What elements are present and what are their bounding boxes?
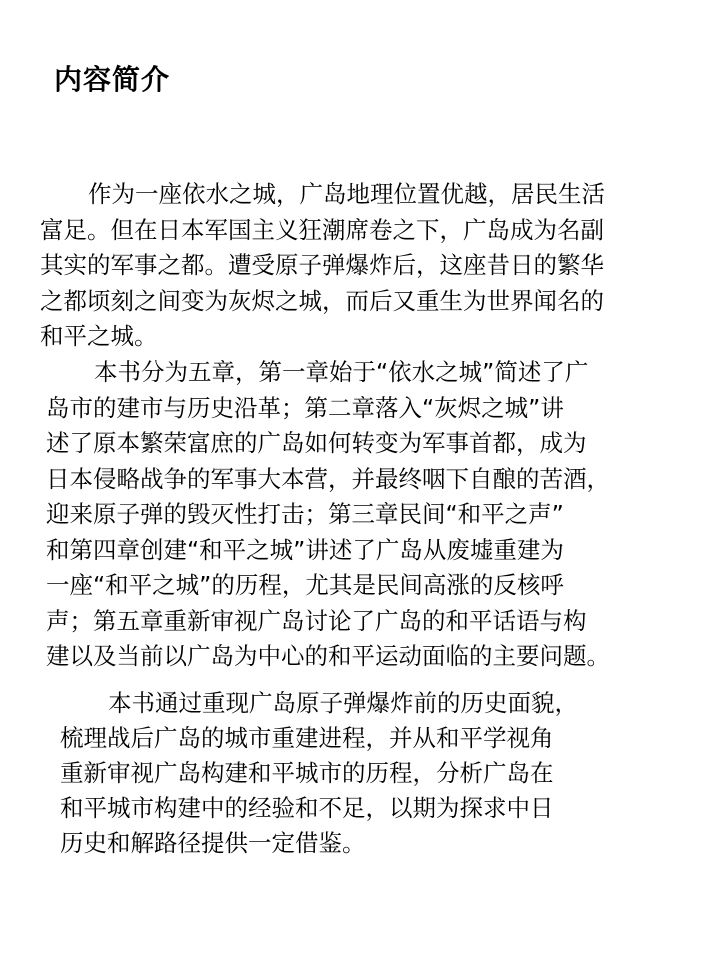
paragraph-2 <box>46 355 610 675</box>
paragraph-line: 历史和解路径提供一定借鉴。 <box>60 829 366 857</box>
paragraph-line: 述了原本繁荣富庶的广岛如何转变为军事首都，成为 <box>46 429 587 457</box>
paragraph-line: 迎来原子弹的毁灭性打击；第三章民间“和平之声” <box>46 500 564 528</box>
paragraph-line: 一座“和平之城”的历程，尤其是民间高涨的反核呼 <box>46 571 564 599</box>
paragraph-line: 之都顷刻之间变为灰烬之城，而后又重生为世界闻名的 <box>40 286 604 315</box>
paragraph-line: 本书分为五章，第一章始于“依水之城”简述了广 <box>94 358 589 386</box>
paragraph-line: 声；第五章重新审视广岛讨论了广岛的和平话语与构 <box>46 606 587 635</box>
paragraph-line: 和平之城。 <box>40 322 158 350</box>
paragraph-line: 梳理战后广岛的城市重建进程，并从和平学视角 <box>60 724 554 752</box>
paragraph-1 <box>40 177 605 355</box>
paragraph-line: 本书通过重现广岛原子弹爆炸前的历史面貌， <box>108 689 578 717</box>
paragraph-line: 和第四章创建“和平之城”讲述了广岛从废墟重建为 <box>46 535 564 564</box>
paragraph-line: 富足。但在日本军国主义狂潮席卷之下，广岛成为名副 <box>40 215 604 244</box>
paragraph-line: 日本侵略战争的军事大本营，并最终咽下自酿的苦酒， <box>46 464 610 493</box>
paragraph-line: 重新审视广岛构建和平城市的历程，分析广岛在 <box>60 759 554 787</box>
paragraph-line: 其实的军事之都。遭受原子弹爆炸后，这座昔日的繁华 <box>40 251 604 279</box>
paragraph-line: 岛市的建市与历史沿革；第二章落入“灰烬之城”讲 <box>46 393 564 422</box>
page-title: 内容简介 <box>54 63 171 96</box>
paragraph-line: 和平城市构建中的经验和不足，以期为探求中日 <box>60 794 554 822</box>
paragraph-3 <box>60 686 578 861</box>
paragraph-line: 作为一座依水之城，广岛地理位置优越，居民生活 <box>88 180 605 208</box>
paragraph-line: 建以及当前以广岛为中心的和平运动面临的主要问题。 <box>46 642 610 670</box>
